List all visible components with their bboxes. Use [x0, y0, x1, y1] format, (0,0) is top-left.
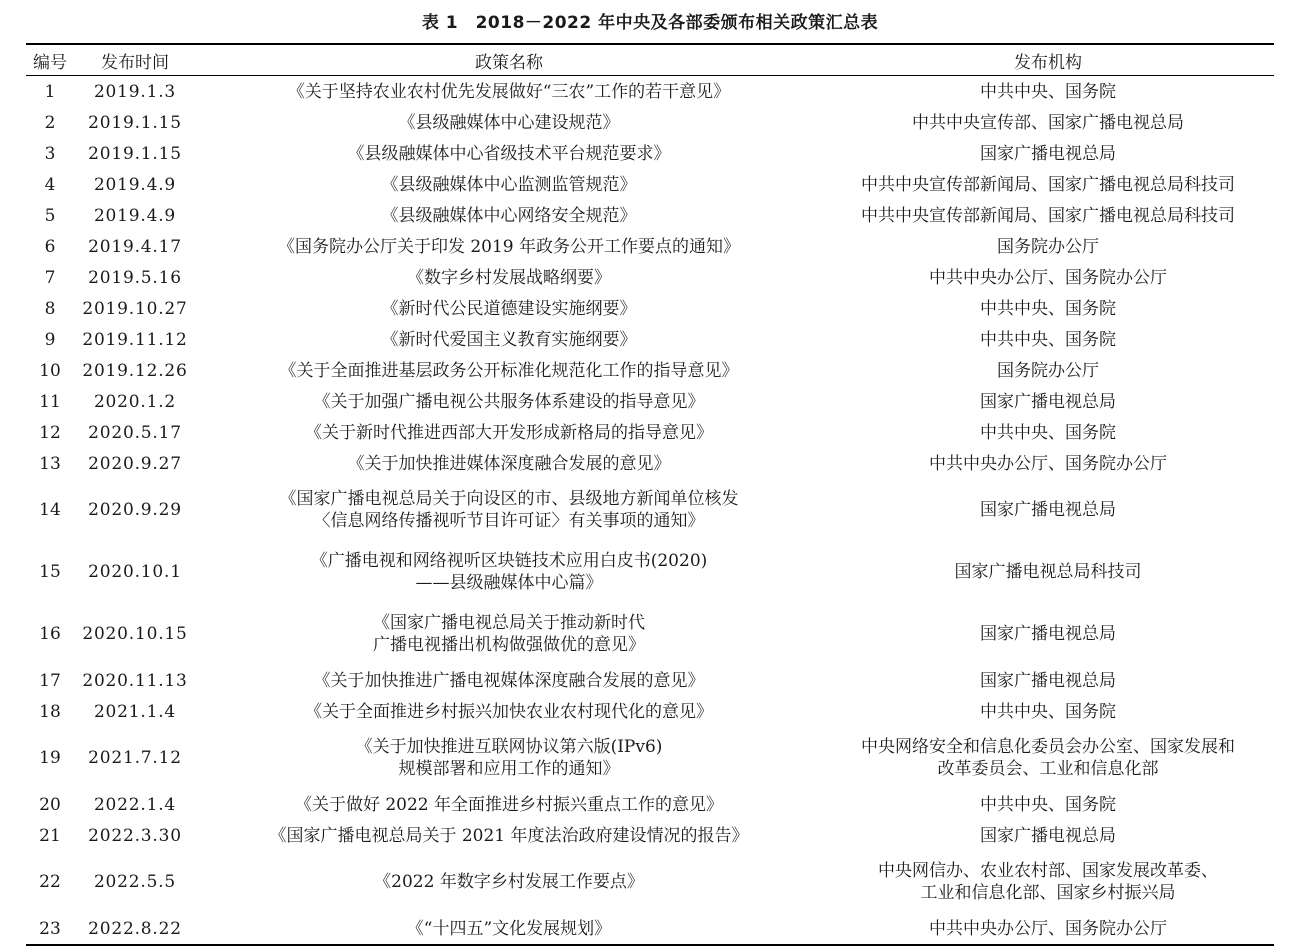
- header-number: 编号: [33, 52, 67, 73]
- row-number: 3: [44, 143, 56, 164]
- row-date: 2020.9.29: [88, 500, 182, 520]
- policy-name-line: 广播电视播出机构做强做优的意见》: [373, 635, 645, 655]
- row-number: 7: [44, 267, 56, 288]
- table-row: [26, 262, 1274, 293]
- policy-name-line: 《“十四五”文化发展规划》: [406, 918, 612, 939]
- row-number: 1: [44, 81, 56, 102]
- row-policy-name: [196, 417, 822, 448]
- row-date: 2020.9.27: [88, 453, 182, 474]
- table-row: [26, 820, 1274, 851]
- row-policy-name: [196, 138, 822, 169]
- row-date: 2019.1.15: [88, 112, 182, 133]
- issuer-line: 中央网信办、农业农村部、国家发展改革委、: [878, 861, 1218, 881]
- policy-name-line: 《关于坚持农业农村优先发展做好“三农”工作的若干意见》: [287, 81, 731, 102]
- policy-name-line: 《县级融媒体中心监测监管规范》: [381, 174, 637, 195]
- table-row: [26, 355, 1274, 386]
- row-number: 15: [39, 562, 61, 582]
- row-policy-name: [196, 913, 822, 945]
- row-policy-name: [196, 727, 822, 789]
- row-number: 21: [39, 825, 61, 846]
- table-row: [26, 386, 1274, 417]
- row-issuer: [822, 324, 1274, 355]
- policy-name-line: 〈信息网络传播视听节目许可证〉有关事项的通知》: [313, 511, 705, 531]
- row-date: 2019.4.9: [93, 205, 177, 226]
- row-issuer: [822, 262, 1274, 293]
- table-row: [26, 293, 1274, 324]
- policy-table: [26, 43, 1274, 946]
- row-policy-name: [196, 665, 822, 696]
- policy-name-line: 《国务院办公厅关于印发 2019 年政务公开工作要点的通知》: [277, 236, 741, 257]
- row-number: 22: [39, 872, 61, 892]
- row-date: 2019.5.16: [88, 267, 182, 288]
- table-row: [26, 76, 1274, 108]
- row-date: 2019.4.17: [88, 236, 182, 257]
- row-number: 8: [44, 298, 56, 319]
- issuer-line: 国家广播电视总局: [980, 143, 1116, 164]
- table-row: [26, 913, 1274, 945]
- issuer-line: 中共中央、国务院: [980, 298, 1116, 319]
- header-date: 发布时间: [101, 52, 169, 73]
- row-issuer: [822, 417, 1274, 448]
- row-policy-name: [196, 200, 822, 231]
- table-row: [26, 324, 1274, 355]
- row-date: 2022.3.30: [88, 825, 182, 846]
- row-date: 2021.1.4: [93, 701, 177, 722]
- row-number: 9: [44, 329, 56, 350]
- row-date: 2020.5.17: [88, 422, 182, 443]
- policy-name-line: 《关于加强广播电视公共服务体系建设的指导意见》: [313, 391, 705, 412]
- issuer-line: 中共中央宣传部新闻局、国家广播电视总局科技司: [861, 205, 1235, 226]
- issuer-line: 中共中央办公厅、国务院办公厅: [929, 918, 1167, 939]
- row-issuer: [822, 851, 1274, 913]
- row-policy-name: [196, 820, 822, 851]
- row-policy-name: [196, 479, 822, 541]
- policy-name-line: 《2022 年数字乡村发展工作要点》: [374, 872, 644, 892]
- policy-name-line: 《关于加快推进媒体深度融合发展的意见》: [347, 453, 671, 474]
- row-date: 2020.10.15: [82, 624, 188, 644]
- row-issuer: [822, 727, 1274, 789]
- policy-name-line: 《数字乡村发展战略纲要》: [407, 267, 611, 288]
- policy-name-line: 《国家广播电视总局关于 2021 年度法治政府建设情况的报告》: [269, 825, 749, 846]
- policy-name-line: 规模部署和应用工作的通知》: [398, 759, 620, 779]
- issuer-line: 中共中央宣传部新闻局、国家广播电视总局科技司: [861, 174, 1235, 195]
- row-policy-name: [196, 355, 822, 386]
- row-date: 2020.1.2: [93, 391, 177, 412]
- row-issuer: [822, 293, 1274, 324]
- issuer-line: 改革委员会、工业和信息化部: [937, 759, 1159, 779]
- row-policy-name: [196, 107, 822, 138]
- table-row: [26, 541, 1274, 603]
- row-issuer: [822, 820, 1274, 851]
- row-policy-name: [196, 293, 822, 324]
- policy-name-line: 《关于新时代推进西部大开发形成新格局的指导意见》: [305, 422, 713, 443]
- row-number: 12: [39, 422, 61, 443]
- row-number: 16: [39, 624, 61, 644]
- row-date: 2019.10.27: [82, 298, 188, 319]
- row-date: 2019.12.26: [82, 360, 188, 381]
- issuer-line: 中共中央、国务院: [980, 701, 1116, 722]
- row-policy-name: [196, 386, 822, 417]
- row-number: 13: [39, 453, 61, 474]
- table-row: [26, 169, 1274, 200]
- row-policy-name: [196, 169, 822, 200]
- policy-name-line: ——县级融媒体中心篇》: [415, 573, 603, 593]
- row-policy-name: [196, 851, 822, 913]
- row-number: 19: [39, 748, 61, 768]
- issuer-line: 中共中央办公厅、国务院办公厅: [929, 267, 1167, 288]
- issuer-line: 国务院办公厅: [997, 236, 1099, 257]
- issuer-line: 国家广播电视总局: [980, 670, 1116, 691]
- issuer-line: 国家广播电视总局: [980, 391, 1116, 412]
- table-row: [26, 107, 1274, 138]
- table-row: [26, 448, 1274, 479]
- issuer-line: 中共中央、国务院: [980, 794, 1116, 815]
- row-issuer: [822, 665, 1274, 696]
- row-number: 5: [44, 205, 56, 226]
- issuer-line: 中共中央、国务院: [980, 81, 1116, 102]
- row-number: 6: [44, 236, 56, 257]
- row-date: 2022.1.4: [93, 794, 177, 815]
- table-row: [26, 696, 1274, 727]
- policy-name-line: 《县级融媒体中心网络安全规范》: [381, 205, 637, 226]
- issuer-line: 中共中央办公厅、国务院办公厅: [929, 453, 1167, 474]
- row-policy-name: [196, 76, 822, 108]
- row-issuer: [822, 479, 1274, 541]
- policy-name-line: 《国家广播电视总局关于推动新时代: [373, 613, 645, 633]
- issuer-line: 国家广播电视总局科技司: [954, 562, 1142, 582]
- row-issuer: [822, 448, 1274, 479]
- row-date: 2021.7.12: [88, 748, 182, 768]
- row-issuer: [822, 386, 1274, 417]
- row-number: 17: [39, 670, 61, 691]
- issuer-line: 国务院办公厅: [997, 360, 1099, 381]
- row-date: 2019.11.12: [82, 329, 188, 350]
- row-number: 10: [39, 360, 61, 381]
- issuer-line: 中共中央、国务院: [980, 422, 1116, 443]
- row-issuer: [822, 541, 1274, 603]
- policy-name-line: 《关于加快推进互联网协议第六版(IPv6): [355, 737, 663, 757]
- row-issuer: [822, 231, 1274, 262]
- policy-name-line: 《县级融媒体中心省级技术平台规范要求》: [347, 143, 671, 164]
- issuer-line: 国家广播电视总局: [980, 624, 1116, 644]
- table-row: [26, 231, 1274, 262]
- issuer-line: 中央网络安全和信息化委员会办公室、国家发展和: [861, 737, 1235, 757]
- row-date: 2020.11.13: [82, 670, 188, 691]
- policy-name-line: 《广播电视和网络视听区块链技术应用白皮书(2020): [310, 551, 708, 571]
- row-date: 2019.1.15: [88, 143, 182, 164]
- table-caption: 表 1 2018－2022 年中央及各部委颁布相关政策汇总表: [421, 13, 879, 33]
- row-issuer: [822, 603, 1274, 665]
- table-row: [26, 789, 1274, 820]
- row-issuer: [822, 913, 1274, 945]
- row-issuer: [822, 200, 1274, 231]
- row-date: 2022.5.5: [93, 872, 177, 892]
- table-row: [26, 851, 1274, 913]
- policy-name-line: 《国家广播电视总局关于向设区的市、县级地方新闻单位核发: [279, 489, 739, 509]
- table-body: [26, 76, 1274, 946]
- row-issuer: [822, 789, 1274, 820]
- header-issuer: 发布机构: [1014, 52, 1082, 73]
- row-date: 2019.4.9: [93, 174, 177, 195]
- policy-name-line: 《新时代公民道德建设实施纲要》: [381, 298, 637, 319]
- row-policy-name: [196, 541, 822, 603]
- policy-name-line: 《关于全面推进乡村振兴加快农业农村现代化的意见》: [305, 701, 713, 722]
- policy-name-line: 《关于做好 2022 年全面推进乡村振兴重点工作的意见》: [294, 794, 724, 815]
- row-date: 2019.1.3: [93, 81, 177, 102]
- row-policy-name: [196, 696, 822, 727]
- table-row: [26, 138, 1274, 169]
- row-number: 2: [44, 112, 56, 133]
- row-number: 11: [39, 391, 61, 412]
- row-issuer: [822, 696, 1274, 727]
- row-policy-name: [196, 231, 822, 262]
- row-policy-name: [196, 448, 822, 479]
- issuer-line: 工业和信息化部、国家乡村振兴局: [920, 883, 1176, 903]
- table-row: [26, 200, 1274, 231]
- row-issuer: [822, 138, 1274, 169]
- row-policy-name: [196, 262, 822, 293]
- row-issuer: [822, 169, 1274, 200]
- row-date: 2022.8.22: [88, 918, 182, 939]
- issuer-line: 中共中央、国务院: [980, 329, 1116, 350]
- row-policy-name: [196, 324, 822, 355]
- table-row: [26, 603, 1274, 665]
- table-row: [26, 665, 1274, 696]
- table-row: [26, 727, 1274, 789]
- row-date: 2020.10.1: [88, 562, 182, 582]
- row-number: 4: [44, 174, 56, 195]
- table-row: [26, 479, 1274, 541]
- row-issuer: [822, 107, 1274, 138]
- row-number: 20: [39, 794, 61, 815]
- row-number: 23: [39, 918, 61, 939]
- header-policy-name: 政策名称: [475, 52, 543, 73]
- policy-name-line: 《关于加快推进广播电视媒体深度融合发展的意见》: [313, 670, 705, 691]
- table-row: [26, 417, 1274, 448]
- table-header-row: [26, 44, 1274, 76]
- issuer-line: 中共中央宣传部、国家广播电视总局: [912, 112, 1184, 133]
- row-issuer: [822, 76, 1274, 108]
- issuer-line: 国家广播电视总局: [980, 825, 1116, 846]
- row-number: 18: [39, 701, 61, 722]
- issuer-line: 国家广播电视总局: [980, 500, 1116, 520]
- policy-name-line: 《新时代爱国主义教育实施纲要》: [381, 329, 637, 350]
- policy-name-line: 《县级融媒体中心建设规范》: [398, 112, 620, 133]
- row-number: 14: [39, 500, 61, 520]
- policy-name-line: 《关于全面推进基层政务公开标准化规范化工作的指导意见》: [279, 360, 739, 381]
- row-issuer: [822, 355, 1274, 386]
- row-policy-name: [196, 789, 822, 820]
- row-policy-name: [196, 603, 822, 665]
